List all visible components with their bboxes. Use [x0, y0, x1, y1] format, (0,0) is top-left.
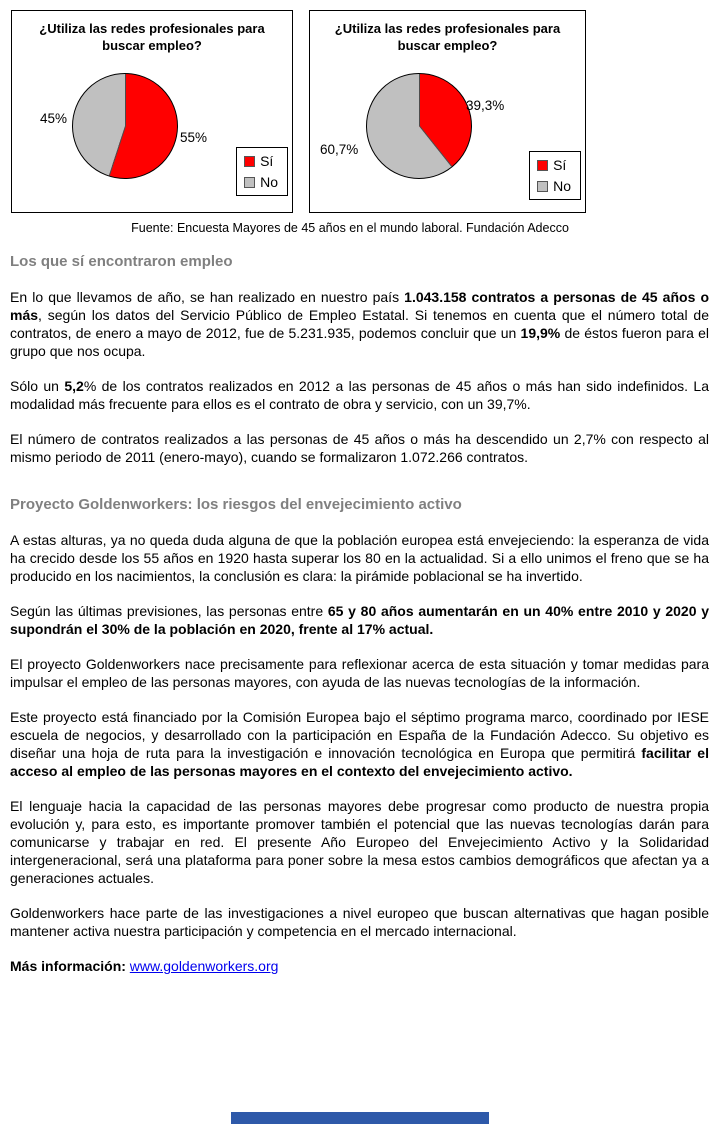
more-info-label: Más información: [10, 958, 126, 974]
legend-label-no: No [553, 178, 571, 194]
paragraph: El número de contratos realizados a las personas de 45 años o más ha descendido un 2,7% con respecto al mismo periodo de 2011 (enero-mayo), cuando se formalizaron 1.072.266 contratos. [10, 431, 709, 465]
pie-graphic [366, 73, 472, 179]
legend-swatch-no-icon [244, 177, 255, 188]
pie-slice-divider [419, 126, 452, 167]
legend-swatch-yes-icon [537, 160, 548, 171]
paragraph: A estas alturas, ya no queda duda alguna de que la población europea está envejeciendo: la esperanza de vida ha crecido desde los 55 años en 1920 hasta superar los 80 en la actualidad. Si a ello unimos el freno que se ha producido en los nacimientos, la conclusión es clara: la pirámide poblacional se ha invertido. [10, 532, 709, 584]
legend-label-yes: Sí [260, 153, 274, 169]
source-note: Fuente: Encuesta Mayores de 45 años en el mundo laboral. Fundación Adecco [131, 221, 569, 235]
pie-slice-divider [108, 126, 125, 176]
pie-label-yes: 55% [180, 130, 208, 145]
paragraph: Sólo un 5,2% de los contratos realizados en 2012 a las personas de 45 años o más han sido indefinidos. La modalidad más frecuente para ellos es el contrato de obra y servicio, con un 39,7%. [10, 378, 710, 412]
legend-swatch-no-icon [537, 181, 548, 192]
chart-legend [236, 147, 288, 196]
legend-swatch-yes-icon [244, 156, 255, 167]
paragraph: El proyecto Goldenworkers nace precisamente para reflexionar acerca de esta situación y tomar medidas para impulsar el empleo de las personas mayores, con ayuda de las nuevas tecnologías de la información. [10, 656, 709, 690]
section-heading-goldenworkers: Proyecto Goldenworkers: los riesgos del envejecimiento activo [10, 496, 462, 513]
pie-label-no: 45% [40, 111, 68, 126]
legend-item-yes [537, 158, 571, 172]
legend-label-yes: Sí [553, 157, 567, 173]
legend-item-no [537, 179, 571, 193]
footer-bar [231, 1112, 489, 1124]
charts-section [11, 10, 586, 213]
goldenworkers-link[interactable]: www.goldenworkers.org [129, 958, 279, 974]
paragraph: En lo que llevamos de año, se han realizado en nuestro país 1.043.158 contratos a personas de 45 años o más, según los datos del Servicio Público de Empleo Estatal. Si tenemos en cuenta que el número total de contratos, de enero a mayo de 2012, fue de 5.231.935, podemos concluir que un 19,9% de éstos fueron para el grupo que nos ocupa. [10, 289, 709, 359]
section-goldenworkers-paragraphs [10, 531, 709, 940]
paragraph: Según las últimas previsiones, las personas entre 65 y 80 años aumentarán en un 40% entre 2010 y 2020 y supondrán el 30% de la población en 2020, frente al 17% actual. [10, 603, 709, 637]
pie-slice-divider [125, 74, 126, 126]
legend-item-yes [244, 154, 278, 168]
legend-item-no [244, 175, 278, 189]
section-empleo-paragraphs [10, 288, 709, 466]
pie-label-no: 60,7% [320, 142, 359, 157]
chart-title: ¿Utiliza las redes profesionales para buscar empleo? [39, 21, 265, 53]
pie-graphic [72, 73, 178, 179]
pie-chart-right [309, 10, 586, 213]
pie-slice-divider [419, 74, 420, 126]
more-info-line [10, 957, 709, 975]
chart-title: ¿Utiliza las redes profesionales para buscar empleo? [334, 21, 561, 53]
section-heading-empleo: Los que sí encontraron empleo [10, 253, 233, 270]
paragraph: El lenguaje hacia la capacidad de las personas mayores debe progresar como producto de nuestra propia evolución y, para esto, es importante promover también el potencial que las nuevas tecnologías darán para comunicarse y trabajar en red. El presente Año Europeo del Envejecimiento Activo y la Solidaridad intergeneracional, será una plataforma para poner sobre la mesa estos cambios demográficos que afectan ya a generaciones actuales. [10, 798, 709, 886]
legend-label-no: No [260, 174, 278, 190]
article-body [0, 238, 719, 975]
paragraph: Goldenworkers hace parte de las investigaciones a nivel europeo que buscan alternativas que hagan posible mantener activa nuestra participación y competencia en el mercado internacional. [10, 905, 709, 939]
pie-label-yes: 39,3% [466, 98, 505, 113]
chart-legend [529, 151, 581, 200]
pie-chart-left [11, 10, 293, 213]
paragraph: Este proyecto está financiado por la Comisión Europea bajo el séptimo programa marco, coordinado por IESE escuela de negocios, y desarrollado con la participación en España de la Fundación Adecco. Su objetivo es diseñar una hoja de ruta para la investigación e innovación tecnológica en Europa que permitirá facilitar el acceso al empleo de las personas mayores en el contexto del envejecimiento activo. [10, 709, 709, 779]
